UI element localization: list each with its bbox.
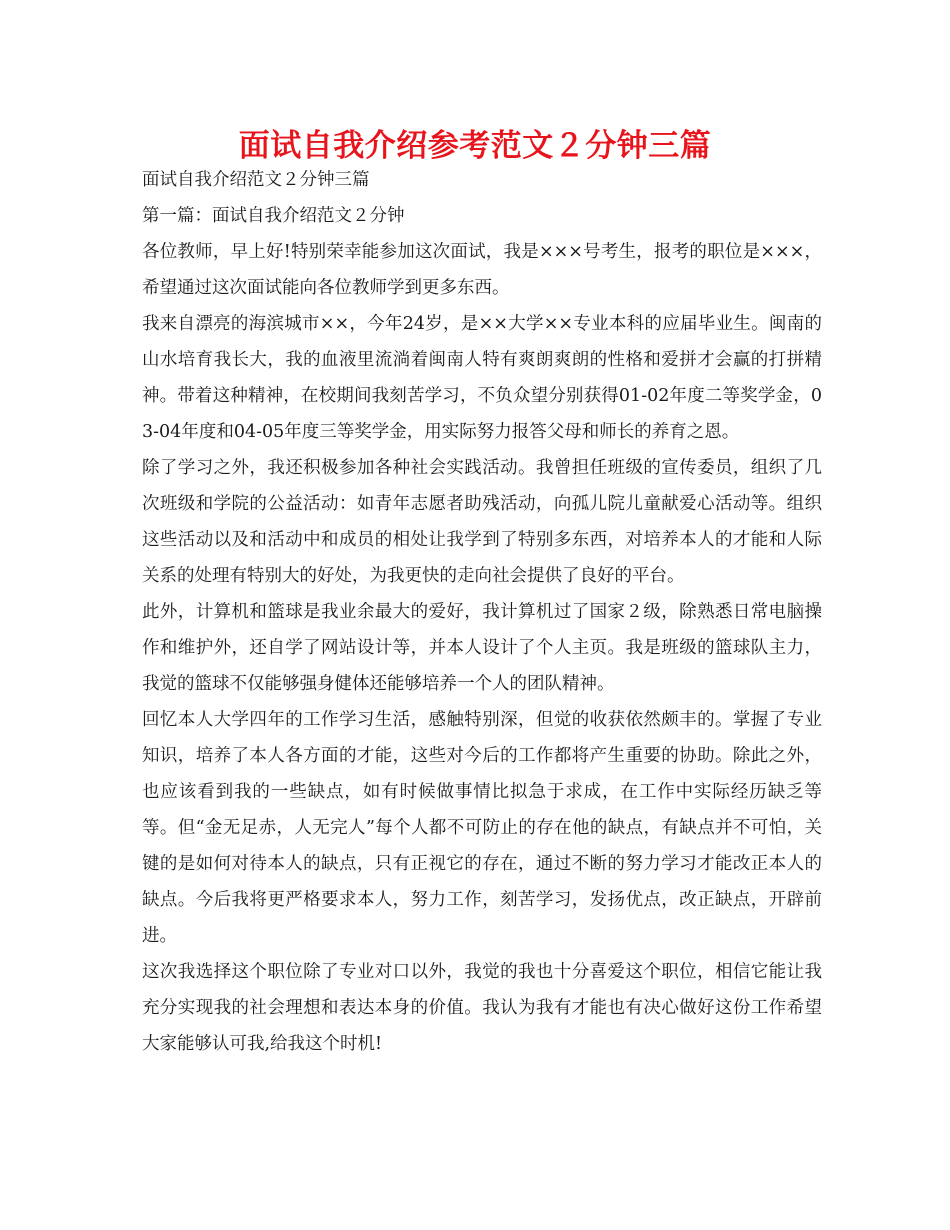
paragraph-activities: 除了学习之外，我还积极参加各种社会实践活动。我曾担任班级的宣传委员，组织了几次班级和学院的公益活动：如青年志愿者助残活动，向孤儿院儿童献爱心活动等。组织这些活动以及和活动中和成员的相处让我学到了特别多东西，对培养本人的才能和人际关系的处理有特别大的好处，为我更快的走向社会提供了良好的平台。 [142, 458, 822, 586]
paragraph-background: 我来自漂亮的海滨城市××，今年24岁，是××大学××专业本科的应届毕业生。闽南的山水培育我长大，我的血液里流淌着闽南人特有爽朗爽朗的性格和爱拼才会赢的打拼精神。带着这种精神，在校期间我刻苦学习，不负众望分别获得01-02年度二等奖学金，03-04年度和04-05年度三等奖学金，用实际努力报答父母和师长的养育之恩。 [142, 314, 822, 442]
paragraph-closing: 这次我选择这个职位除了专业对口以外，我觉的我也十分喜爱这个职位，相信它能让我充分实现我的社会理想和表达本身的价值。我认为我有才能也有决心做好这份工作希望大家能够认可我,给我这个时机! [142, 962, 822, 1054]
paragraph-greeting: 各位教师，早上好!特别荣幸能参加这次面试，我是×××号考生，报考的职位是×××，希望通过这次面试能向各位教师学到更多东西。 [142, 242, 822, 298]
document-subtitle: 面试自我介绍范文２分钟三篇 [142, 170, 370, 190]
section-heading: 第一篇：面试自我介绍范文２分钟 [142, 206, 405, 226]
document-body [142, 162, 822, 1062]
paragraph-hobbies: 此外，计算机和篮球是我业余最大的爱好，我计算机过了国家２级，除熟悉日常电脑操作和维护外，还自学了网站设计等，并本人设计了个人主页。我是班级的篮球队主力，我觉的篮球不仅能够强身健体还能够培养一个人的团队精神。 [142, 602, 822, 694]
paragraph-reflection: 回忆本人大学四年的工作学习生活，感触特别深，但觉的收获依然颇丰的。掌握了专业知识，培养了本人各方面的才能，这些对今后的工作都将产生重要的协助。除此之外，也应该看到我的一些缺点，如有时候做事情比拟急于求成，在工作中实际经历缺乏等等。但“金无足赤，人无完人”每个人都不可防止的存在他的缺点，有缺点并不可怕，关键的是如何对待本人的缺点，只有正视它的存在，通过不断的努力学习才能改正本人的缺点。今后我将更严格要求本人，努力工作，刻苦学习，发扬优点，改正缺点，开辟前进。 [142, 710, 822, 946]
document-title: 面试自我介绍参考范文２分钟三篇 [238, 128, 712, 164]
